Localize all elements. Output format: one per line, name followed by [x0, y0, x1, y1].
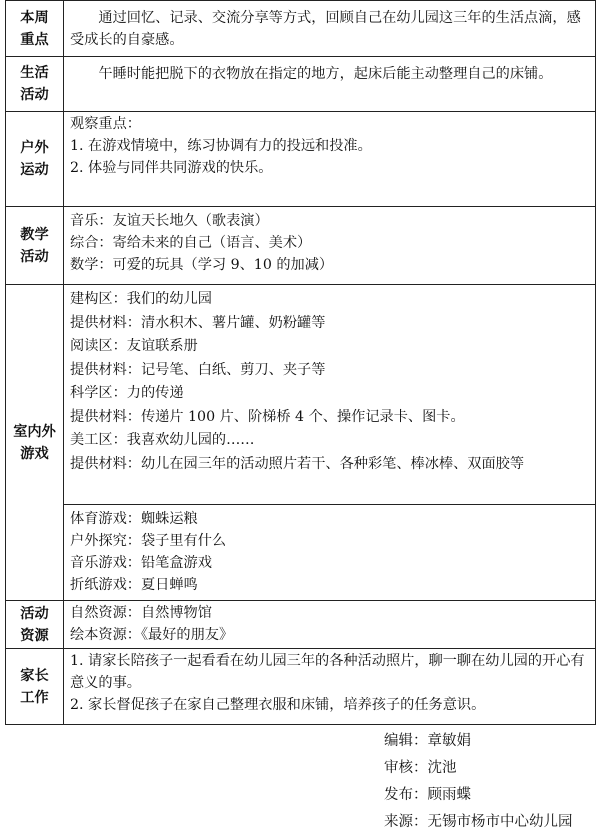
indoor-game-line: 提供材料：记号笔、白纸、剪刀、夹子等 — [70, 361, 326, 378]
label-weekly-focus: 本周 重点 — [6, 1, 64, 57]
row-weekly-focus — [6, 1, 596, 57]
resource-line: 绘本资源：《最好的朋友》 — [70, 627, 234, 643]
indoor-game-line: 提供材料：清水积木、薯片罐、奶粉罐等 — [70, 314, 326, 331]
label-teaching-activity: 教学 活动 — [6, 207, 64, 285]
family-line: 1. 请家长陪孩子一起看看在幼儿园三年的各种活动照片，聊一聊在幼儿园的开心有意义的事。 — [70, 653, 585, 691]
content-outdoor-games — [64, 505, 596, 601]
outdoor-game-line: 折纸游戏：夏日蝉鸣 — [70, 577, 198, 593]
indoor-game-line: 科学区：力的传递 — [70, 385, 184, 401]
teaching-line: 数学：可爱的玩具（学习 9、10 的加减） — [70, 257, 334, 273]
content-weekly-focus — [64, 1, 596, 57]
footer-credits — [384, 732, 600, 835]
outdoor-line: 2. 体验与同伴共同游戏的快乐。 — [70, 160, 273, 176]
content-teaching-activity — [64, 207, 596, 285]
footer-reviewer: 审核：沈池 — [384, 760, 457, 776]
content-life-activity — [64, 57, 596, 112]
outdoor-line: 1. 在游戏情境中，练习协调有力的投远和投准。 — [70, 138, 372, 154]
weekly-focus-text: 通过回忆、记录、交流分享等方式，回顾自己在幼儿园这三年的生活点滴，感受成长的自豪感。 — [70, 10, 581, 48]
row-resources — [6, 601, 596, 649]
row-family-work — [6, 649, 596, 725]
teaching-line: 综合：寄给未来的自己（语言、美术） — [70, 235, 312, 251]
outdoor-game-line: 户外探究：袋子里有什么 — [70, 533, 227, 549]
indoor-game-line: 美工区：我喜欢幼儿园的…… — [70, 432, 255, 448]
footer-source: 来源：无锡市杨市中心幼儿园 — [384, 814, 573, 830]
content-family-work — [64, 649, 596, 725]
life-activity-text: 午睡时能把脱下的衣物放在指定的地方，起床后能主动整理自己的床铺。 — [98, 66, 553, 82]
indoor-game-line: 提供材料：传递片 100 片、阶梯桥 4 个、操作记录卡、图卡。 — [70, 408, 465, 425]
resource-line: 自然资源：自然博物馆 — [70, 605, 212, 621]
teaching-line: 音乐：友谊天长地久（歌表演） — [70, 213, 269, 229]
content-resources — [64, 601, 596, 649]
row-outdoor-games — [6, 505, 596, 601]
row-indoor-games — [6, 285, 596, 505]
footer-publisher: 发布：顾雨蝶 — [384, 787, 471, 803]
label-resources: 活动 资源 — [6, 601, 64, 649]
content-indoor-games — [64, 285, 596, 505]
outdoor-game-line: 体育游戏：蜘蛛运粮 — [70, 511, 198, 527]
indoor-game-line: 提供材料：幼儿在园三年的活动照片若干、各种彩笔、棒冰棒、双面胶等 — [70, 455, 525, 472]
footer-editor: 编辑：章敏娟 — [384, 733, 471, 749]
content-outdoor-sports — [64, 112, 596, 207]
indoor-game-line: 阅读区：友谊联系册 — [70, 338, 198, 354]
label-life-activity: 生活 活动 — [6, 57, 64, 112]
outdoor-game-line: 音乐游戏：铅笔盒游戏 — [70, 555, 212, 571]
row-teaching-activity — [6, 207, 596, 285]
label-outdoor-sports: 户外 运动 — [6, 112, 64, 207]
weekly-plan-table — [5, 0, 596, 725]
row-life-activity — [6, 57, 596, 112]
label-family-work: 家长 工作 — [6, 649, 64, 725]
family-line: 2. 家长督促孩子在家自己整理衣服和床铺，培养孩子的任务意识。 — [70, 697, 486, 713]
row-outdoor-sports — [6, 112, 596, 207]
outdoor-line: 观察重点： — [70, 116, 141, 132]
indoor-game-line: 建构区：我们的幼儿园 — [70, 291, 212, 307]
label-games: 室内外 游戏 — [6, 285, 64, 601]
